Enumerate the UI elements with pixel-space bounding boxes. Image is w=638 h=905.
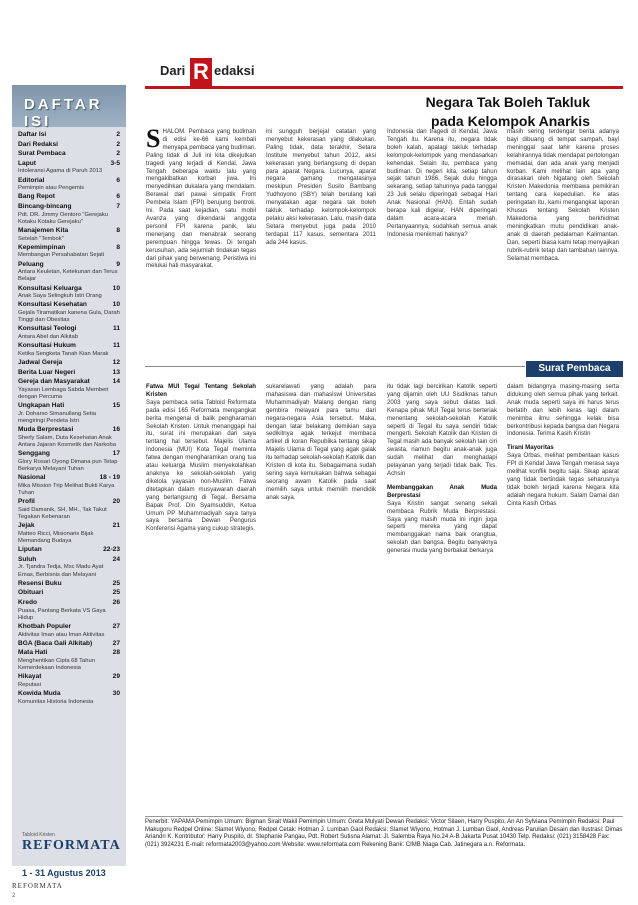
toc-entry xyxy=(18,402,120,425)
toc-entry-row xyxy=(18,589,120,598)
toc-entry-label: Konsultasi Teologi xyxy=(18,325,77,333)
letter-text-3: itu tidak lagi bercirikan Katolik seperti yang dijamin oleh UU Sisdiknas tahun 2003 yang saya sebut diatas tadi. Kenapa pihak MUI Tegal terus berteriak menentang sekolah-sekolah Katolik seperti di Tegal itu saya sendiri tidak mengerti. Sekolah Katolik dan Kristen di Tegal masih ada banyak sekolah lain ciri swasta, namun begitu anak-anak juga sudah melihat dan menghadapi pelayanan yang terjadi tidak baik. Tks. Achsin xyxy=(387,383,497,477)
toc-entry xyxy=(18,193,120,202)
letter-text-3b: Saya Kristin sangat senang sekali membaca Rubrik Muda Berprestasi. Saya yang masih muda ini ingin juga seperti mereka yang dapat membanggakan nama baik orangtua, sekolah dan bangsa. Begitu banyaknya generasi muda yang berbakat berkarya xyxy=(387,499,497,555)
toc-entry-page: 29 xyxy=(112,673,120,681)
toc-entry xyxy=(18,589,120,598)
toc-entry-page: 2 xyxy=(116,131,120,138)
toc-entry-page: 22-23 xyxy=(103,546,120,554)
toc-entry-row xyxy=(18,673,120,682)
toc-entry-row xyxy=(18,359,120,368)
toc-entry-description: Said Damanik, SH, MH., Tak Takut Tegakan Kebenaran xyxy=(18,506,107,520)
toc-entry-label: Obituari xyxy=(18,589,44,597)
toc-entry-description: Setelah "Tembok" xyxy=(18,235,64,242)
toc-entry-row xyxy=(18,160,120,169)
toc-entry-description: Antara Keuletan, Ketekunan dan Terus Belajar xyxy=(18,269,118,283)
toc-entry-row xyxy=(18,450,120,459)
toc-entry-label: Ungkapan Hati xyxy=(18,402,65,410)
toc-entry-row xyxy=(18,285,120,294)
toc-entry-row xyxy=(18,150,120,159)
toc-entry-label: Gereja dan Masyarakat xyxy=(18,378,90,386)
toc-entry xyxy=(18,580,120,589)
toc-entry xyxy=(18,599,120,622)
toc-entry xyxy=(18,498,120,521)
toc-entry-page: 12 xyxy=(112,358,120,366)
toc-entry xyxy=(18,359,120,368)
toc-entry xyxy=(18,640,120,649)
toc-entry xyxy=(18,301,120,324)
toc-entry-row xyxy=(18,177,120,186)
editorial-staff-box: Penerbit: YAPAMA Pemimpin Umum: Bigman Sirait Wakil Pemimpin Umum: Greta Mulyati Dewan Redaksi: Victor Silaen, Harry Puspito, An An Sylviana Pemimpin Redaksi: Paul Makugoru Redpel Online: Slamet Wiyono, Redpel Cetak: Hotman J. Lumban Gaol Redaksi: Slamet Wiyono, Hotman J. Lumban Gaol, Andreas Parulian Desain dan Ilustrasi: Dimas Ariandri K. Kontributor: Harry Puspito, dr. Stephanie Pangau, Pdt. Robert Sutisna Alamat: Jl. Salemba Raya No.24 A-B Jakarta Pusat 10430 Telp. Redaksi: (021) 3158428 Fax: (021) 3924231 E-mail: reformata2003@yahoo.com Website: www.reformata.com Rekening Bank: CIMB Niaga Cab. Jatinegara a.n. Reformata. xyxy=(145,816,623,866)
toc-entry-label: Suluh xyxy=(18,555,37,563)
toc-entry xyxy=(18,177,120,193)
toc-entry-label: Laput xyxy=(18,159,36,167)
toc-entry-page: 6 xyxy=(116,193,120,201)
toc-entry-page: 26 xyxy=(112,598,120,606)
toc-entry xyxy=(18,556,120,579)
toc-entry-row xyxy=(18,649,120,658)
toc-entry-page: 11 xyxy=(113,325,120,333)
headline xyxy=(270,93,590,131)
toc-entry-label: Bang Repot xyxy=(18,193,55,201)
toc-entry-description: Sherly Salam, Duta Kesehatan Anak Antara Jajaran Kosmetik dan Narkoba xyxy=(18,434,116,448)
toc-entry-page: 27 xyxy=(112,639,120,647)
toc-entry-description: Aktivitas Iman atau Iman Aktivitas xyxy=(18,631,105,638)
toc-entry-label: Manajemen Kita xyxy=(18,226,69,234)
toc-entry-label: Senggang xyxy=(18,450,50,458)
toc-entry-page: 3-5 xyxy=(110,159,120,167)
toc-entry xyxy=(18,450,120,473)
footer-masthead: REFORMATA xyxy=(12,882,63,890)
surat-pembaca-label: Surat Pembaca xyxy=(526,361,623,377)
toc-entry-page: 7 xyxy=(116,202,120,210)
toc-entry-row xyxy=(18,599,120,608)
letter-column-4 xyxy=(507,383,619,508)
toc-entry-description: Menghentikan Cipta 68 Tahun Kemerdekaan Indonesia xyxy=(18,657,95,672)
toc-entry-row xyxy=(18,690,120,699)
toc-entry-page: 8 xyxy=(116,226,120,234)
toc-entry-page: 10 xyxy=(112,301,120,309)
toc-entry-page: 24 xyxy=(112,555,120,563)
surat-divider xyxy=(145,366,525,367)
toc-entry-description: Reputasi xyxy=(18,681,41,688)
toc-entry xyxy=(18,369,120,378)
toc-entry-label: Mata Hati xyxy=(18,649,48,657)
toc-entry-label: Berita Luar Negeri xyxy=(18,368,76,376)
toc-entry-description: Ketika Sengketa Tanah Kian Marak xyxy=(18,350,109,357)
toc-entry-description: Jr. Doharso Simanullang Setia mengiringi Pendeta Istri xyxy=(18,410,96,424)
article-column-2: ini sungguh berjejal catatan yang menyebut kekerasan yang dilakukan. Paling tidak, data terakhir, Setara Institute menyebut tahun 2012, aksi kekerasan yang berlangsung di depan para aparat Negara. Lucunya, aparat negara gamang mengatasinya meskipun Presiden Susilo Bambang Yudhoyono (SBY) telah berulang kali menyatakan agar negara tak boleh takluk terhadap kelompok-kelompok pelaku aksi kekerasan. Lalu, masih data Setara menyebut juga pada 2010 terdapat 117 kasus, sementara 2011 ada 244 kasus. xyxy=(266,128,376,246)
toc-entry-label: Daftar Isi xyxy=(18,131,47,138)
toc-entry-description: Yayasan Lembaga Sabda Memberi dengan Percuma xyxy=(18,386,109,400)
toc-entry-row xyxy=(18,193,120,202)
toc-entry-description: Komunitas Historia Indonesia xyxy=(18,698,94,705)
toc-entry-row xyxy=(18,342,120,351)
toc-entry-label: Nasional xyxy=(18,474,46,482)
toc-entry-row xyxy=(18,498,120,507)
toc-entry-description: Glory Rosari Oyong Dimana pun Tetap Berkarya Melayani Tuhan xyxy=(18,458,118,472)
toc-entry-description: Puasa, Pantang Berkata VS Gaya Hidup xyxy=(18,607,106,621)
toc-entry-page: 8 xyxy=(116,243,120,251)
toc-entry-page: 16 xyxy=(112,426,120,434)
toc-entry xyxy=(18,474,120,497)
article-column-1 xyxy=(146,124,256,270)
toc-entry-label: Bincang-bincang xyxy=(18,202,72,210)
toc-entry-label: Peluang xyxy=(18,260,44,268)
toc-entry-page: 6 xyxy=(116,176,120,184)
page-number: 2 xyxy=(12,893,16,899)
toc-entry-page: 28 xyxy=(112,649,120,657)
toc-entry xyxy=(18,623,120,639)
toc-entry-label: Resensi Buku xyxy=(18,579,62,587)
toc-entry-row xyxy=(18,261,120,270)
letter-column-1 xyxy=(146,383,256,533)
toc-entry xyxy=(18,649,120,672)
toc-entry xyxy=(18,160,120,176)
letter-column-3 xyxy=(387,383,497,555)
toc-entry-label: Jadwal Gereja xyxy=(18,358,63,366)
letter-text-1: Saya pembaca setia Tabloid Reformata pada edisi 165 Reformata mengangkat berita mengenai di balik pengharaman Sekolah Kristen. Untuk menanggapi hal itu, surat ini merupakan dari saya tentang hal tersebut. Majelis Ulama Indonesia (MUI) Kota Tegal meminta fatwa dengan mengharamkan orang tua atau keluarga Muslim menyekolahkan anaknya ke sekolah-sekolah yang dikelola yayasan non-Muslim. Fatwa ditetapkan dalam musyawarah daerah yang berlangsung di Tegal. Bersama Bapak Prof. Din Syamsuddin, Ketua Umum PP Muhammadiyah saya tanya saya bersama Dewan Pengurus Konferensi Agama yang cukup strategis. xyxy=(146,398,256,533)
toc-entry-row xyxy=(18,580,120,589)
toc-entry-page: 15 xyxy=(112,402,120,410)
toc-entry-row xyxy=(18,426,120,435)
letter-text-4b: Saya Orbas, melihat pemberitaan kasus FPI di Kendal Jawa Tengah merasa saya melihat konflik begitu saja. Sikap aparat yang tidak bertindak tegas seharusnya tidak boleh terjadi karena Negara kita adalah negara hukum. Salam Damai dan Cinta Kasih Orbas xyxy=(507,452,619,507)
toc-entry-label: BGA (Baca Gali Alkitab) xyxy=(18,639,93,647)
toc-entry xyxy=(18,261,120,284)
letter-title-1: Fatwa MUI Tegal Tentang Sekolah Kristen xyxy=(146,383,256,398)
headline-line-1: Negara Tak Boleh Takluk xyxy=(425,94,590,110)
letter-title-4: Tirani Mayoritas xyxy=(507,444,554,452)
toc-entry-label: Muda Berprestasi xyxy=(18,426,74,434)
toc-entry-row xyxy=(18,301,120,310)
toc-list xyxy=(12,127,126,706)
toc-entry-row xyxy=(18,378,120,387)
toc-entry xyxy=(18,342,120,358)
toc-entry-row xyxy=(18,402,120,411)
toc-entry-description: Gejala Tiramatikan kanena Gula, Darah Tinggi dan Obesitas xyxy=(18,309,120,324)
article-column-4: masih sering terdengar berita adanya bayi dibuang di tempat sampah, bayi meninggal saat lahir karena proses kelahirannya tidak mendapat pertolongan memadai, dan ada anak yang menjadi korban. Kami melihat lain apa yang dirasakan oleh Ngatang oleh Sekolah Kristen Makedonia membawa pemikiran tentang cara kepedulian. Ke atas peringatan itu, kami mengangkat laporan Khusus tentang Sekolah Kristen Makedonia yang berkhidmat meningkatkan mutu pendidikan anak-anak di daerah pedalaman Kalimantan. Dan, seperti biasa kami tetap menyajikan rubrik-rubrik tetap dan tambahan lainnya. Selamat membaca. xyxy=(507,128,619,262)
toc-title: DAFTAR ISI xyxy=(12,85,126,127)
table-of-contents xyxy=(12,85,126,865)
toc-entry-label: Dari Redaksi xyxy=(18,140,58,148)
toc-entry-page: 2 xyxy=(116,140,120,148)
reformata-logo: REFORMATA xyxy=(22,838,121,853)
toc-entry xyxy=(18,150,120,159)
toc-entry-row xyxy=(18,325,120,334)
toc-entry-page: 9 xyxy=(116,260,120,268)
toc-entry-row xyxy=(18,556,120,565)
toc-entry xyxy=(18,203,120,226)
toc-entry-description: Jr. Tjandra Tedja, Msc Madu Ayat Emas, Berbisnis dan Melayani xyxy=(18,564,104,578)
toc-entry-label: Kredo xyxy=(18,598,38,606)
toc-entry xyxy=(18,673,120,689)
toc-entry-row xyxy=(18,474,120,483)
section-label-dari: Dari xyxy=(160,63,186,78)
toc-entry-description: Pemimpin atau Pengemis xyxy=(18,185,85,192)
toc-entry-page: 11 xyxy=(113,342,120,350)
toc-entry xyxy=(18,690,120,706)
toc-entry xyxy=(18,378,120,401)
toc-entry xyxy=(18,141,120,150)
toc-entry-row xyxy=(18,369,120,378)
letter-text-4: dalam bidangnya masing-masing serta didukung oleh semua pihak yang terkait. Anak muda seperti saya ini harus terus berlatih dan lebih keras lagi dalam menimba ilmu sehingga kelak bisa berkontribusi kepada bangsa dan Negara Indonesia. Terima Kasih Kristin xyxy=(507,383,619,438)
headline-line-2: pada Kelompok Anarkis xyxy=(431,113,590,129)
article-column-3: Indonesia dan tragedi di Kendal, Jawa Tengah itu. Karena itu, negara tidak boleh kalah, apalagi takluk terhadap kelompok-kelompok yang mendasarkan kehendak. Selain itu, pembaca yang budiman. Di negeri kita, setiap tahun sejak tahun 1986. Sejak dulu hingga sekarang, setiap tahunnya pada tanggal 23 Juli selalu diperingati sebagai Hari Anak Nasional (HAN). Entah sudah berapa kali digelar, HAN diperingati dalam acara-acara meriah. Pertanyaannya, sudahkah semua anak Indonesia menikmati haknya? xyxy=(387,128,497,238)
toc-entry-label: Liputan xyxy=(18,546,42,554)
toc-entry-description: Anak Saya Selingkuh Istri Orang xyxy=(18,293,102,300)
section-label-edaksi: edaksi xyxy=(214,63,255,78)
toc-entry-row xyxy=(18,522,120,531)
section-label-r: R xyxy=(190,58,212,86)
toc-entry-label: Konsultasi Kesehatan xyxy=(18,301,87,309)
letter-title-3: Membanggakan Anak Muda Berprestasi xyxy=(387,483,497,499)
toc-entry xyxy=(18,426,120,449)
toc-entry-page: 21 xyxy=(112,522,120,530)
logo-tagline: Tabloid Kristen xyxy=(22,832,55,838)
toc-entry xyxy=(18,131,120,140)
toc-entry-row xyxy=(18,623,120,632)
toc-entry-label: Konsultasi Keluarga xyxy=(18,284,82,292)
toc-entry-label: Editorial xyxy=(18,176,45,184)
toc-entry-page: 13 xyxy=(112,368,120,376)
toc-entry xyxy=(18,244,120,260)
toc-entry-label: Kepemimpinan xyxy=(18,243,66,251)
toc-entry-label: Konsultasi Hukum xyxy=(18,342,76,350)
toc-entry-row xyxy=(18,141,120,150)
toc-entry-row xyxy=(18,244,120,253)
toc-entry-label: Profil xyxy=(18,498,35,506)
toc-entry-row xyxy=(18,203,120,212)
toc-entry-label: Jejak xyxy=(18,522,35,530)
dropcap: S xyxy=(146,124,161,153)
toc-entry-page: 18 - 19 xyxy=(99,474,120,482)
toc-entry-description: Mika Mission Trip Melihat Bukti Karya Tuhan xyxy=(18,482,115,496)
toc-entry-page: 25 xyxy=(112,589,120,597)
toc-entry-page: 20 xyxy=(112,498,120,506)
toc-entry-label: Khotbah Populer xyxy=(18,622,72,630)
toc-entry-description: Intoleransi Agama di Paruh 2013 xyxy=(18,168,103,175)
toc-entry xyxy=(18,546,120,555)
toc-entry-label: Kowida Muda xyxy=(18,690,61,698)
toc-entry-row xyxy=(18,640,120,649)
toc-entry-description: Antara Abel dan Alkitab xyxy=(18,333,78,340)
toc-entry-page: 2 xyxy=(116,150,120,158)
toc-entry-description: Pdt. DR. Jimmy Oentoro "Gerejaku Kotaku Kotaku Gerejaku" xyxy=(18,211,109,225)
header-divider xyxy=(145,86,623,89)
toc-entry xyxy=(18,285,120,301)
toc-entry-row xyxy=(18,546,120,555)
toc-entry-page: 25 xyxy=(112,579,120,587)
toc-entry xyxy=(18,325,120,341)
toc-entry-description: Matteo Ricci, Misionaris Bijak Memandang Budaya xyxy=(18,530,94,544)
toc-entry-label: Hikayat xyxy=(18,673,42,681)
toc-entry-page: 30 xyxy=(112,690,120,698)
toc-entry-row xyxy=(18,227,120,236)
toc-entry xyxy=(18,522,120,545)
toc-entry-page: 27 xyxy=(112,622,120,630)
toc-entry-page: 14 xyxy=(112,378,120,386)
toc-entry-page: 17 xyxy=(112,450,120,458)
toc-entry-row xyxy=(18,131,120,140)
letter-column-2: sukarelawati yang adalah para mahasiswa dan mahasiswi Universitas Muhammadiyah Malang dengan riang gembira melayani para tamu dari negara-negara Asia tersebut. Maka, dengan latar belakang demikian saya sedikitnya agak terkejut membaca artikel di koran Republika tentang sikap Majelis Ulama di Tegal yang agak galak itu terhadap sekolah-sekolah Katolik dan Kristen di kota itu. Sebagaimana sudah sering saya kemukakan bahwa sebagai seorang awam Katolik pada saat memilih saya untuk memilih mendidik anak saya. xyxy=(266,383,376,501)
issue-date: 1 - 31 Agustus 2013 xyxy=(22,868,106,878)
article-text-1: HALOM. Pembaca yang budiman di edisi ke-66 kami kembali menyapa pembaca yang budiman. Paling tidak di Juli ini kita dikejutkan tragedi yang terjadi di Kendal, Jawa Tengah beberapa waktu lalu yang mengakibatkan korban jiwa. Ini menyedihkan dukalara yang mendalam. Berawal dari pawai simpatik Front Pembela Islam (FPI) berujung bentrok. Ini. Pada saat kejadian, satu mobil Avanza yang dikendarai anggota personil FPI karena panik, lalu menerjang dan menabrak seorang perempuan hingga tewas. Di tengah kerusuhan, ada sejumlah tindakan tegas dari pihak yang berwenang. Peristiwa ini melukai hati masyarakat. xyxy=(146,128,256,270)
toc-entry xyxy=(18,227,120,243)
toc-entry-page: 10 xyxy=(112,284,120,292)
toc-entry-description: Membangun Persahabatan Sejati xyxy=(18,252,105,259)
toc-entry-label: Surat Pembaca xyxy=(18,150,66,158)
